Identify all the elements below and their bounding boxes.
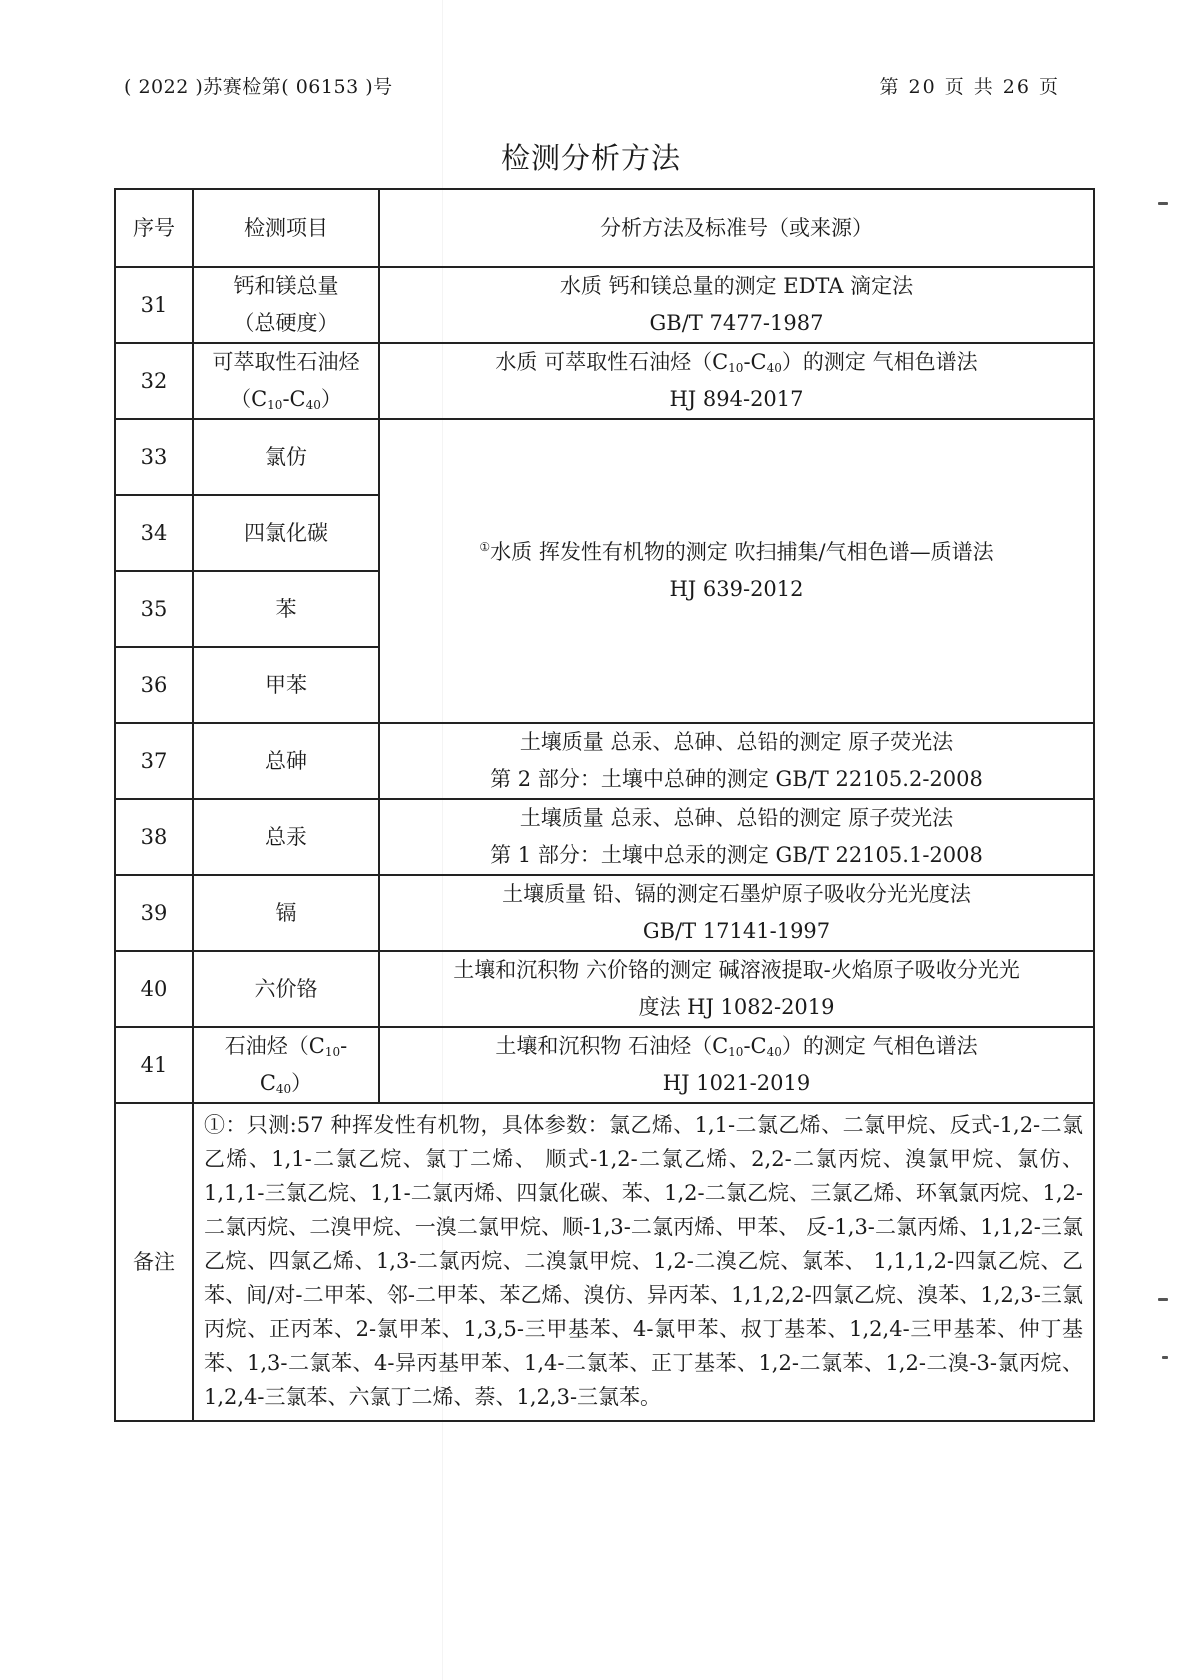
methods-table [114,188,1095,1422]
method-name: 土壤和沉积物 六价铬的测定 碱溶液提取-火焰原子吸收分光光 [453,958,1020,983]
method-cell [379,723,1094,799]
test-item-line: 可萃取性石油烃 [212,350,360,375]
column-header-method: 分析方法及标准号（或来源） [379,189,1094,267]
table-row [115,875,1094,951]
table-row [115,799,1094,875]
standard-number: 第 1 部分：土壤中总汞的测定 GB/T 22105.1-2008 [490,843,983,867]
row-number: 38 [115,799,193,875]
row-number: 37 [115,723,193,799]
test-item-line: 钙和镁总量 [233,274,339,299]
column-header-no: 序号 [115,189,193,267]
test-item: 六价铬 [193,951,379,1027]
table-row [115,1027,1094,1103]
test-item-line: （总硬度） [233,311,339,335]
row-number: 39 [115,875,193,951]
scan-artifact [1158,202,1168,205]
test-item: 氯仿 [193,419,379,495]
row-number: 32 [115,343,193,419]
page-number: 第 20 页 共 26 页 [879,76,1060,98]
report-number: ( 2022 )苏赛检第( 06153 )号 [124,76,393,98]
method-cell [379,875,1094,951]
document-title: 检测分析方法 [500,141,681,175]
method-cell [379,267,1094,343]
method-cell-merged [379,419,1094,723]
row-number: 41 [115,1027,193,1103]
table-row [115,343,1094,419]
standard-number: HJ 894-2017 [669,387,804,411]
scan-artifact [1158,1298,1168,1301]
method-cell [379,343,1094,419]
test-item-formula: $(C_{10}-C_{40})$ [230,387,342,412]
row-number: 34 [115,495,193,571]
method-name: 土壤质量 总汞、总砷、总铅的测定 原子荧光法 [519,806,954,831]
method-name: 水质 钙和镁总量的测定 EDTA 滴定法 [559,274,914,299]
method-cell [379,951,1094,1027]
standard-number: HJ 1021-2019 [662,1071,811,1095]
remarks-label: 备注 [115,1103,193,1421]
table-row [115,951,1094,1027]
method-name: 土壤质量 铅、镉的测定石墨炉原子吸收分光光度法 [502,882,971,907]
method-name: 土壤和沉积物 石油烃$(C_{10}-C_{40})$的测定 气相色谱法 [495,1034,978,1060]
page-header [0,72,1182,108]
row-number: 31 [115,267,193,343]
test-item: 四氯化碳 [193,495,379,571]
test-item [193,267,379,343]
method-cell [379,1027,1094,1103]
test-item: 石油烃$(C_{10}-C_{40})$ [193,1027,379,1103]
test-item [193,343,379,419]
column-header-item: 检测项目 [193,189,379,267]
test-item: 总汞 [193,799,379,875]
remarks-text: ①：只测:57 种挥发性有机物，具体参数：氯乙烯、1,1-二氯乙烯、二氯甲烷、反式-1,2-二氯乙烯、1,1-二氯乙烷、氯丁二烯、 顺式-1,2-二氯乙烯、2,2-二氯丙烷、溴氯甲烷、氯仿、1,1,1-三氯乙烷、1,1-二氯丙烯、四氯化碳、苯、1,2-二氯乙烷、三氯乙烯、环氧氯丙烷、1,2-二氯丙烷、二溴甲烷、一溴二氯甲烷、顺-1,3-二氯丙烯、甲苯、 反-1,3-二氯丙烯、1,1,2-三氯乙烷、四氯乙烯、1,3-二氯丙烷、二溴氯甲烷、1,2-二溴乙烷、氯苯、 1,1,1,2-四氯乙烷、乙苯、间/对-二甲苯、邻-二甲苯、苯乙烯、溴仿、异丙苯、1,1,2,2-四氯乙烷、溴苯、1,2,3-三氯丙烷、正丙苯、2-氯甲苯、1,3,5-三甲基苯、4-氯甲苯、叔丁基苯、1,2,4-三甲基苯、仲丁基苯、1,3-二氯苯、4-异丙基甲苯、1,4-二氯苯、正丁基苯、1,2-二氯苯、1,2-二溴-3-氯丙烷、1,2,4-三氯苯、六氯丁二烯、萘、1,2,3-三氯苯。 [193,1103,1094,1421]
standard-number: GB/T 17141-1997 [642,919,831,943]
standard-number: HJ 639-2012 [669,577,804,601]
remarks-row [115,1103,1094,1421]
row-number: 35 [115,571,193,647]
footnote-mark: ① [479,540,491,555]
row-number: 36 [115,647,193,723]
standard-number: GB/T 7477-1987 [649,311,824,335]
method-cell [379,799,1094,875]
standard-number: 度法 HJ 1082-2019 [638,995,835,1019]
method-name: 水质 可萃取性石油烃$(C_{10}-C_{40})$的测定 气相色谱法 [495,350,978,376]
table-header-row [115,189,1094,267]
test-item: 苯 [193,571,379,647]
test-item: 总砷 [193,723,379,799]
table-row [115,723,1094,799]
method-name: 土壤质量 总汞、总砷、总铅的测定 原子荧光法 [519,730,954,755]
table-row [115,419,1094,495]
scan-artifact [1162,1356,1168,1359]
standard-number: 第 2 部分：土壤中总砷的测定 GB/T 22105.2-2008 [490,767,983,791]
row-number: 40 [115,951,193,1027]
test-item: 甲苯 [193,647,379,723]
row-number: 33 [115,419,193,495]
table-row [115,267,1094,343]
test-item: 镉 [193,875,379,951]
method-name: ①水质 挥发性有机物的测定 吹扫捕集/气相色谱—质谱法 [479,540,994,565]
